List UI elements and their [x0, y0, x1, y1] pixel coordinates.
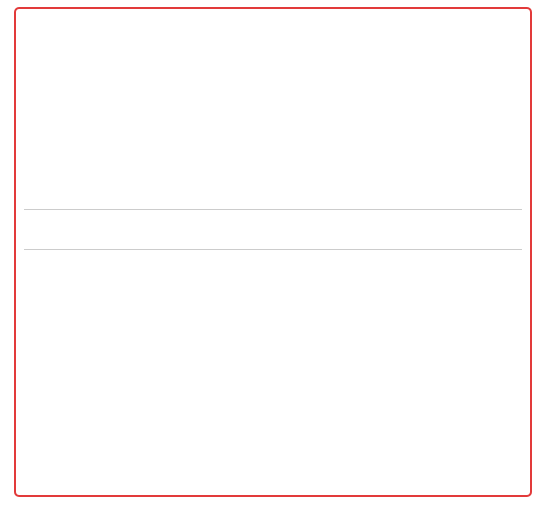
section-divider — [24, 249, 522, 250]
news-clipping-frame — [14, 7, 532, 497]
section-divider — [24, 209, 522, 210]
top-article-intro — [58, 40, 496, 76]
bottom-article-intro — [28, 288, 518, 308]
